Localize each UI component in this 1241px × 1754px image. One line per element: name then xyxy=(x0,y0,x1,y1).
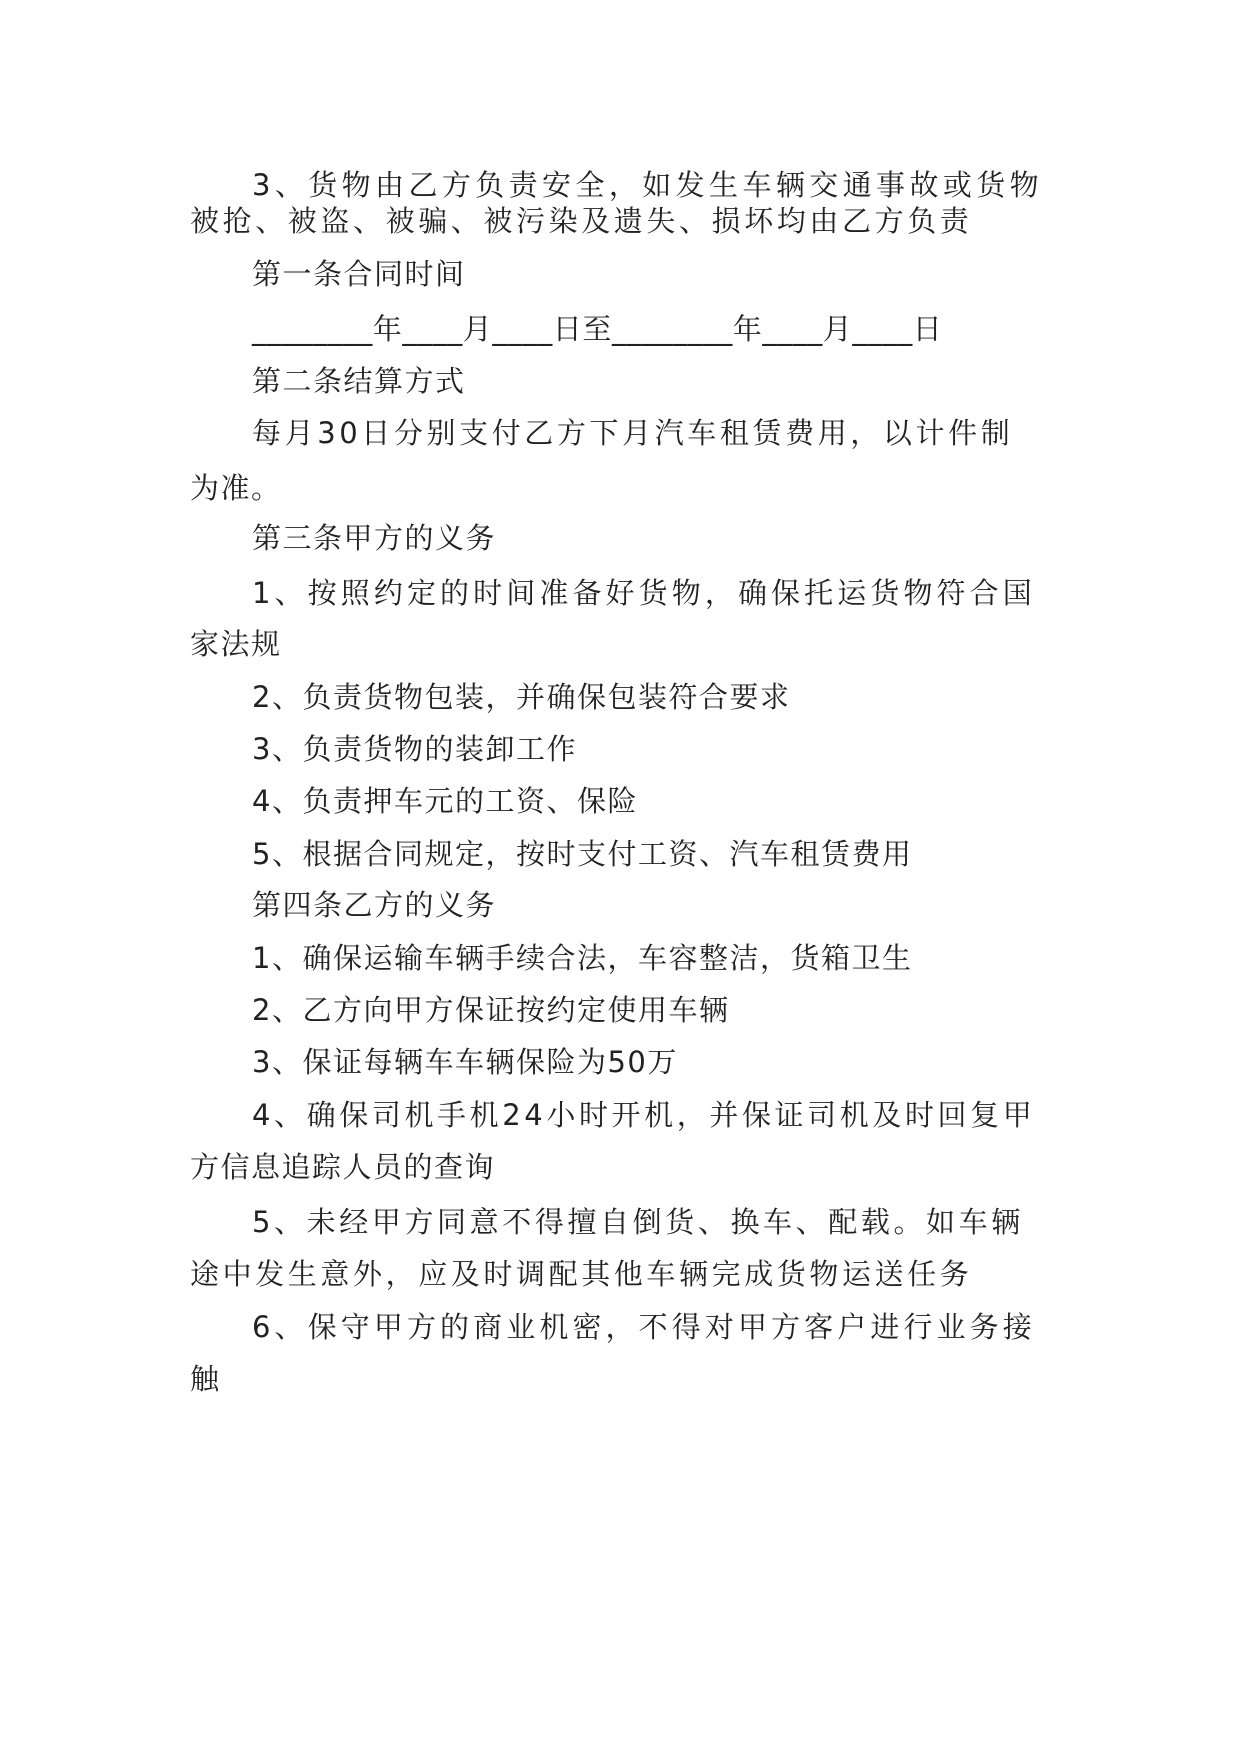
clause-text-line: 每月30日分别支付乙方下月汽车租赁费用，以计件制 xyxy=(252,416,1014,450)
clause-text-line: 被抢、被盗、被骗、被污染及遗失、损坏均由乙方负责 xyxy=(190,204,973,238)
section-heading: 第三条甲方的义务 xyxy=(252,521,497,555)
clause-text-line: 为准。 xyxy=(190,471,282,505)
section-heading: 第四条乙方的义务 xyxy=(252,888,497,922)
clause-text-line: 3、负责货物的装卸工作 xyxy=(252,732,577,766)
clause-text-line: 1、确保运输车辆手续合法，车容整洁，货箱卫生 xyxy=(252,941,913,975)
clause-text-line: 4、负责押车元的工资、保险 xyxy=(252,784,638,818)
clause-text-line: 5、根据合同规定，按时支付工资、汽车租赁费用 xyxy=(252,837,913,871)
clause-text-line: 触 xyxy=(190,1362,221,1396)
clause-text-line: 途中发生意外，应及时调配其他车辆完成货物运送任务 xyxy=(190,1257,973,1291)
clause-text-line: 6、保守甲方的商业机密，不得对甲方客户进行业务接 xyxy=(252,1310,1036,1344)
clause-text-line: 1、按照约定的时间准备好货物，确保托运货物符合国 xyxy=(252,576,1036,610)
clause-text-line: 5、未经甲方同意不得擅自倒货、换车、配载。如车辆 xyxy=(252,1205,1024,1239)
clause-text-line: 3、保证每辆车车辆保险为50万 xyxy=(252,1045,678,1079)
clause-text-line: 3、货物由乙方负责安全，如发生车辆交通事故或货物 xyxy=(252,168,1044,202)
clause-text-line: 家法规 xyxy=(190,627,282,661)
section-heading: 第二条结算方式 xyxy=(252,364,466,398)
clause-text-line: 4、确保司机手机24小时开机，并保证司机及时回复甲 xyxy=(252,1098,1036,1132)
clause-text-line: 方信息追踪人员的查询 xyxy=(190,1150,496,1184)
clause-text-line: 2、负责货物包装，并确保包装符合要求 xyxy=(252,680,791,714)
contract-period-line: ________年____月____日至________年____月____日 xyxy=(252,312,943,346)
clause-text-line: 2、乙方向甲方保证按约定使用车辆 xyxy=(252,993,730,1027)
section-heading: 第一条合同时间 xyxy=(252,257,466,291)
